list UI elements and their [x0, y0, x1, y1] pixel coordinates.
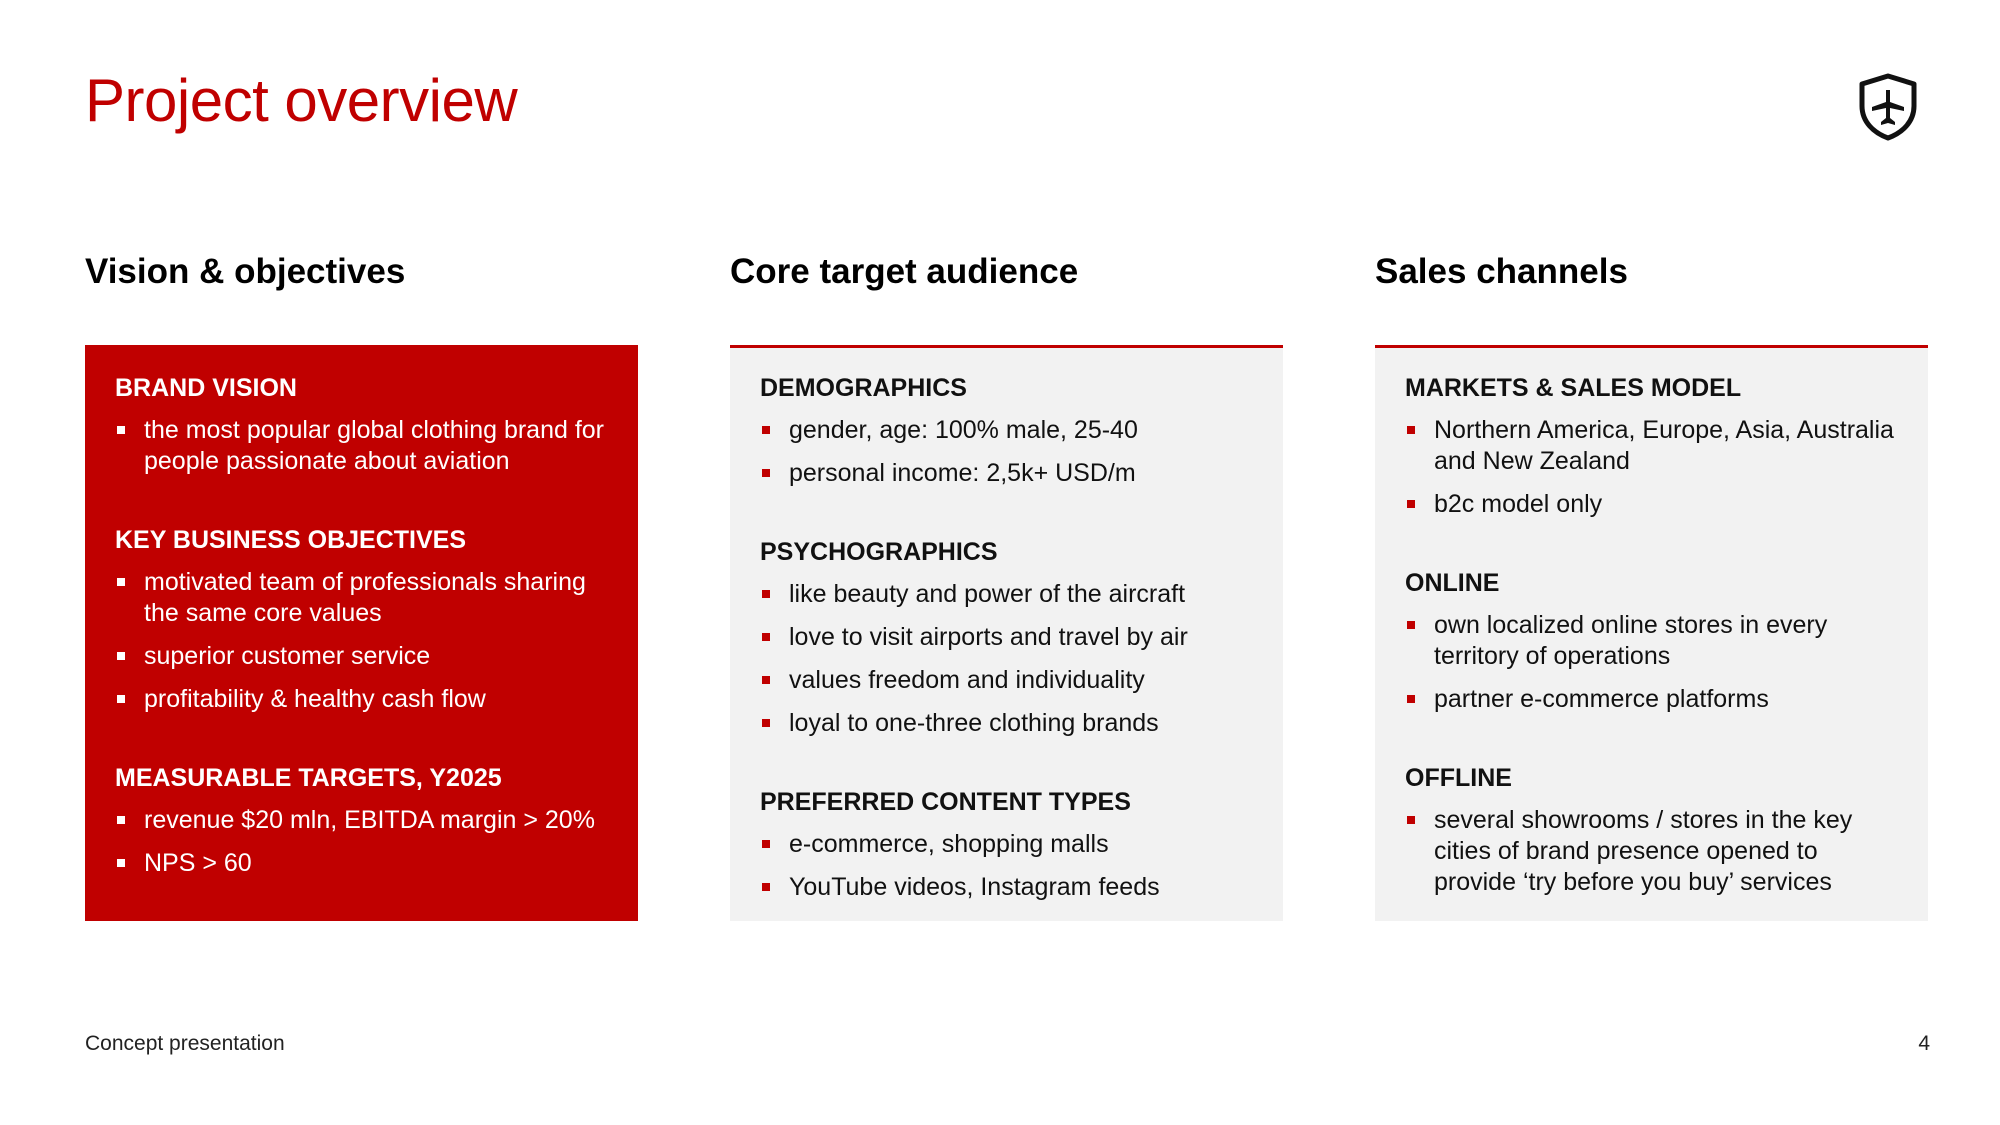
bullet-icon: [762, 590, 770, 598]
page-title: Project overview: [85, 67, 518, 134]
list-item: profitability & healthy cash flow: [115, 684, 608, 715]
list-item: several showrooms / stores in the key cities of brand presence opened to provide ‘try before you buy’ services: [1405, 805, 1898, 898]
list-item: own localized online stores in every territory of operations: [1405, 610, 1898, 672]
list-item: like beauty and power of the aircraft: [760, 579, 1253, 610]
brand-vision-list: [115, 415, 608, 477]
list-item: motivated team of professionals sharing the same core values: [115, 567, 608, 629]
list-item: gender, age: 100% male, 25-40: [760, 415, 1253, 446]
list-item: partner e-commerce platforms: [1405, 684, 1898, 715]
section-title-markets: MARKETS & SALES MODEL: [1405, 374, 1742, 402]
section-title-measurable-targets: MEASURABLE TARGETS, Y2025: [115, 764, 502, 792]
bullet-icon: [117, 652, 125, 660]
panel-vision-objectives: [85, 345, 638, 921]
bullet-icon: [762, 676, 770, 684]
measurable-targets-list: [115, 805, 608, 879]
bullet-icon: [1407, 500, 1415, 508]
column-heading-vision: Vision & objectives: [85, 252, 406, 291]
markets-list: [1405, 415, 1898, 520]
bullet-icon: [117, 578, 125, 586]
bullet-icon: [1407, 695, 1415, 703]
offline-list: [1405, 805, 1898, 898]
bullet-icon: [762, 719, 770, 727]
demographics-list: [760, 415, 1253, 489]
online-list: [1405, 610, 1898, 715]
column-heading-audience: Core target audience: [730, 252, 1079, 291]
list-item: YouTube videos, Instagram feeds: [760, 872, 1253, 903]
list-item: Northern America, Europe, Asia, Australia and New Zealand: [1405, 415, 1898, 477]
list-item: personal income: 2,5k+ USD/m: [760, 458, 1253, 489]
section-title-content-types: PREFERRED CONTENT TYPES: [760, 788, 1131, 816]
bullet-icon: [762, 469, 770, 477]
bullet-icon: [1407, 621, 1415, 629]
section-title-online: ONLINE: [1405, 569, 1500, 597]
list-item: b2c model only: [1405, 489, 1898, 520]
section-title-offline: OFFLINE: [1405, 764, 1512, 792]
list-item: the most popular global clothing brand for people passionate about aviation: [115, 415, 608, 477]
list-item: revenue $20 mln, EBITDA margin > 20%: [115, 805, 608, 836]
panel-target-audience: [730, 345, 1283, 921]
list-item: e-commerce, shopping malls: [760, 829, 1253, 860]
key-objectives-list: [115, 567, 608, 715]
bullet-icon: [117, 816, 125, 824]
shield-airplane-icon: [1856, 72, 1920, 142]
bullet-icon: [762, 426, 770, 434]
list-item: superior customer service: [115, 641, 608, 672]
bullet-icon: [117, 426, 125, 434]
psychographics-list: [760, 579, 1253, 739]
bullet-icon: [117, 695, 125, 703]
content-types-list: [760, 829, 1253, 903]
bullet-icon: [117, 859, 125, 867]
list-item: loyal to one-three clothing brands: [760, 708, 1253, 739]
list-item: values freedom and individuality: [760, 665, 1253, 696]
section-title-brand-vision: BRAND VISION: [115, 374, 297, 402]
section-title-key-objectives: KEY BUSINESS OBJECTIVES: [115, 526, 467, 554]
section-title-demographics: DEMOGRAPHICS: [760, 374, 967, 402]
bullet-icon: [762, 840, 770, 848]
list-item: NPS > 60: [115, 848, 608, 879]
section-title-psychographics: PSYCHOGRAPHICS: [760, 538, 998, 566]
footer-text: Concept presentation: [85, 1032, 285, 1055]
column-heading-sales: Sales channels: [1375, 252, 1628, 291]
bullet-icon: [762, 883, 770, 891]
bullet-icon: [1407, 816, 1415, 824]
panel-sales-channels: [1375, 345, 1928, 921]
bullet-icon: [762, 633, 770, 641]
bullet-icon: [1407, 426, 1415, 434]
list-item: love to visit airports and travel by air: [760, 622, 1253, 653]
page-number: 4: [1918, 1032, 1930, 1055]
